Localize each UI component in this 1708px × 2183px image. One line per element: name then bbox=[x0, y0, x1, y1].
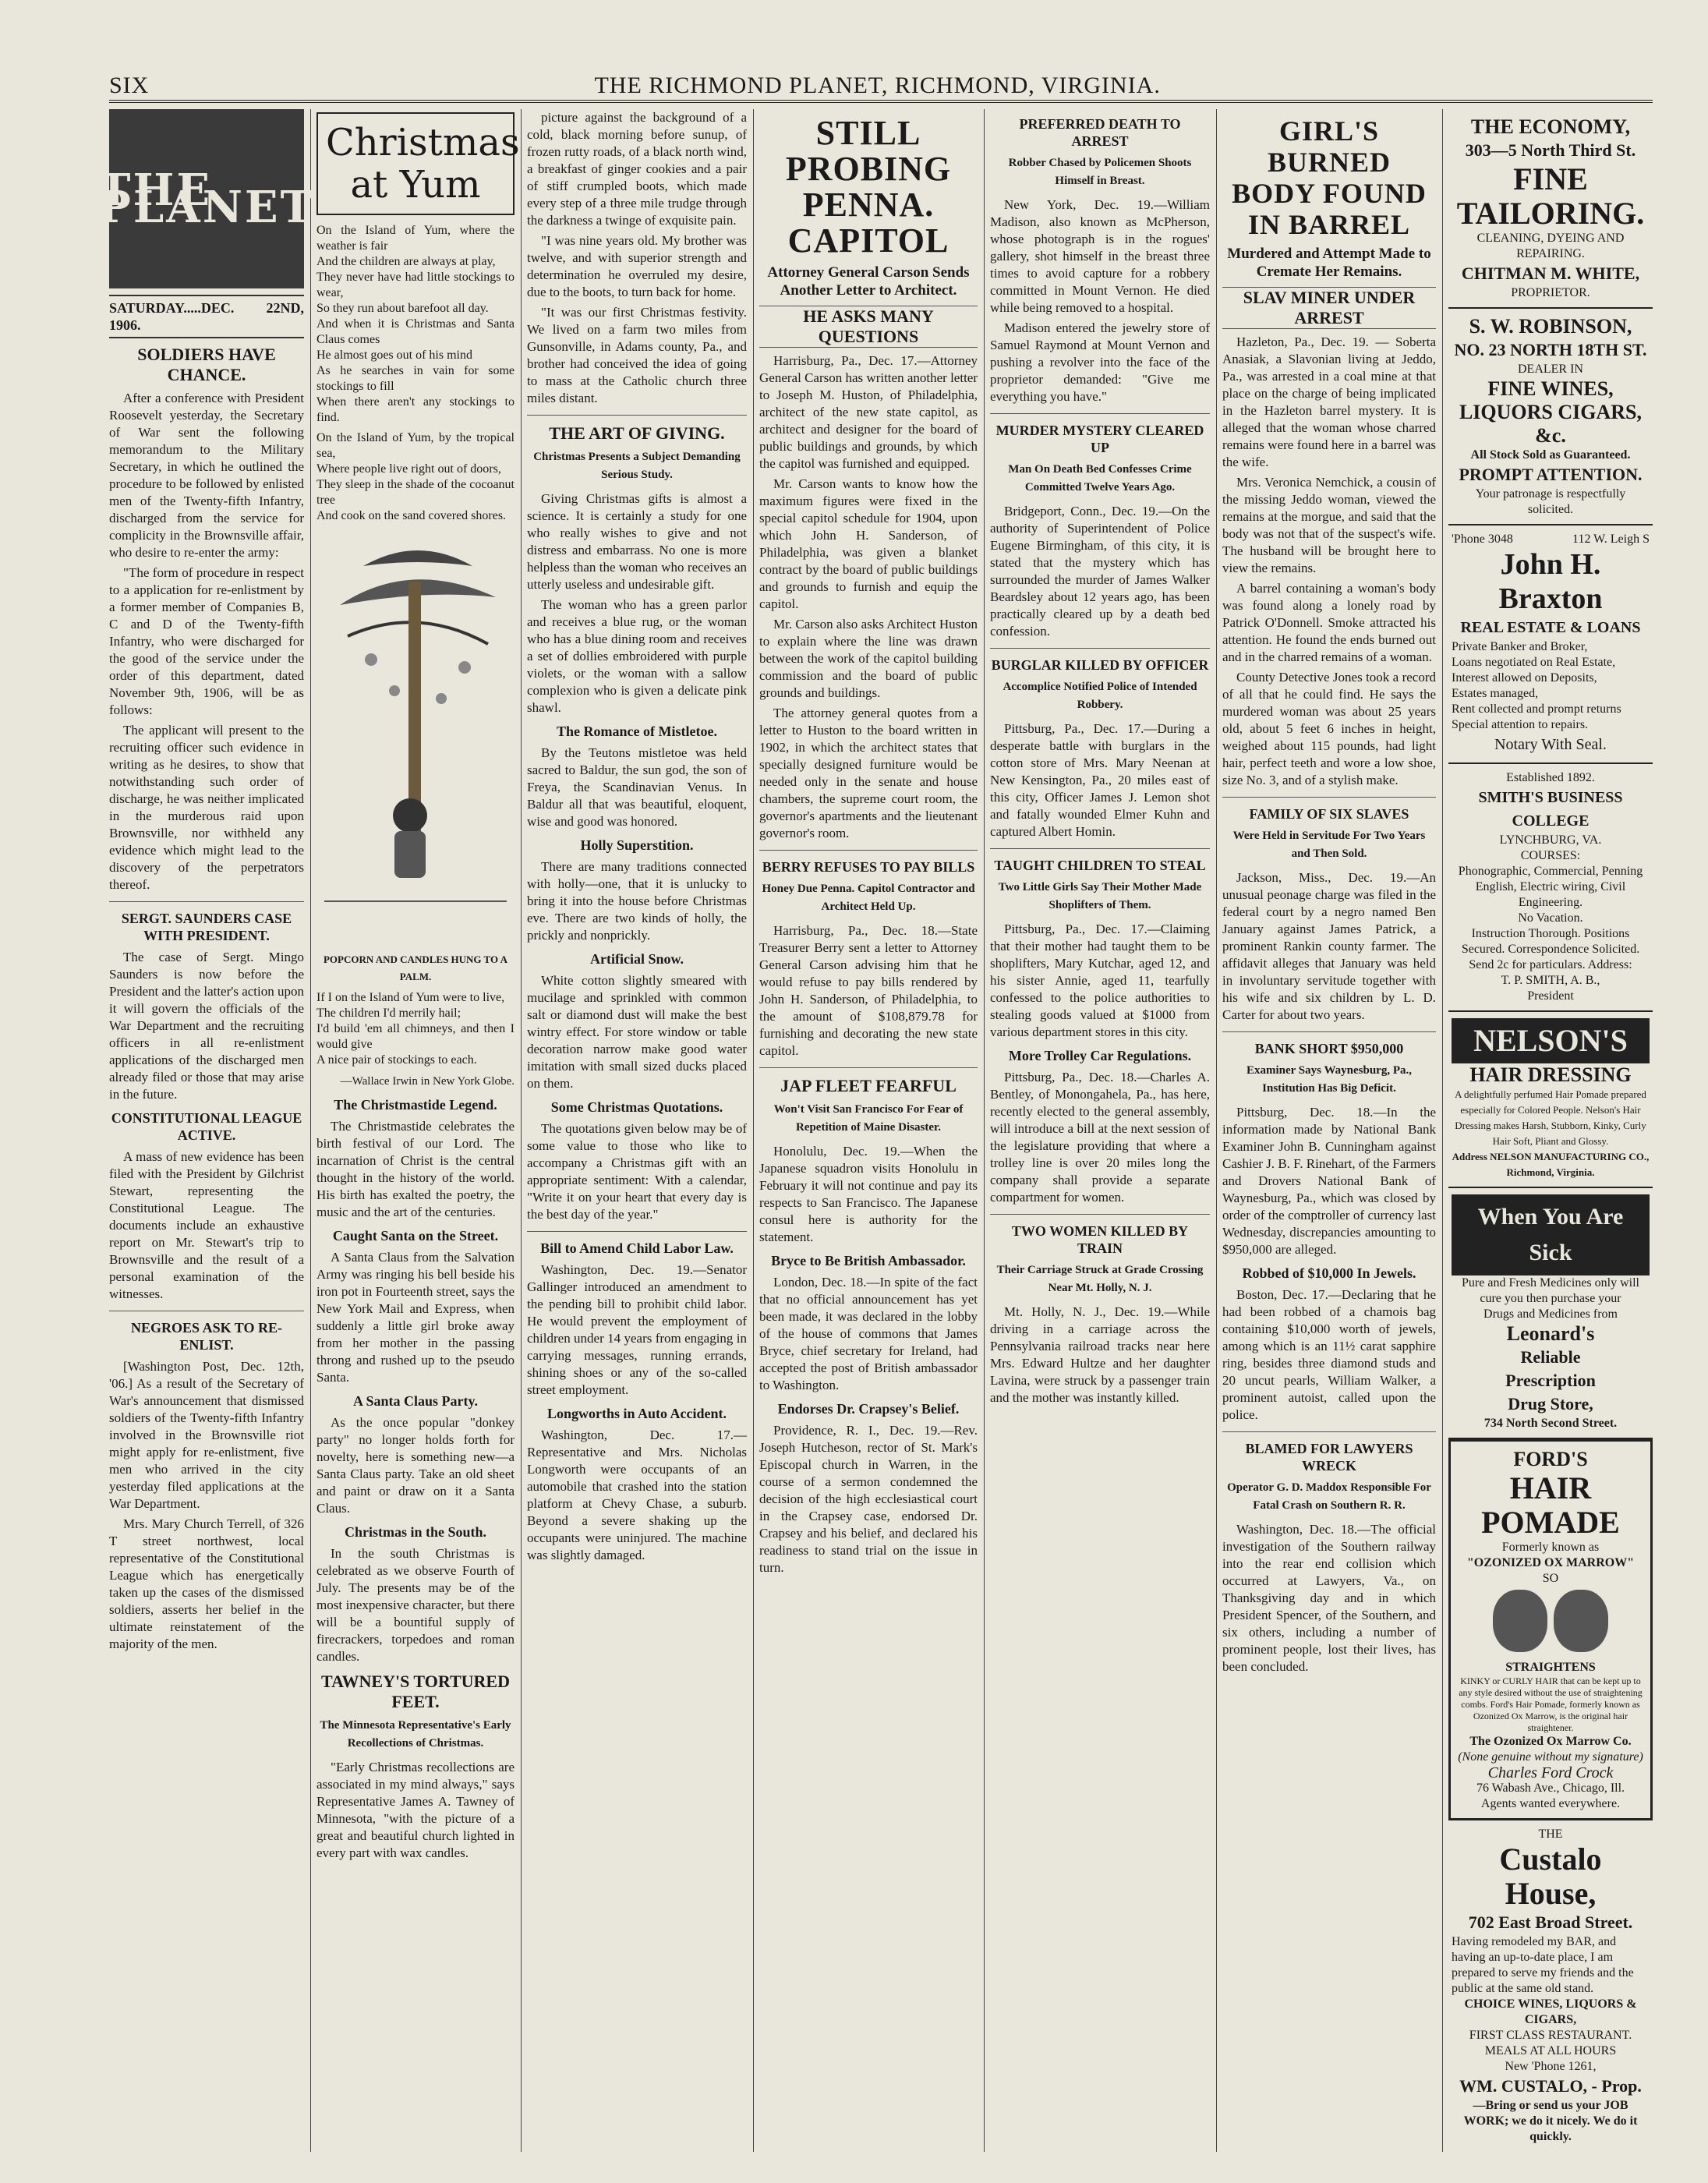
article-paragraph: The attorney general quotes from a letter to Huston to the board written in 1902, in which the architect states that specially designed furniture would be needed only in the senate and house chambers, the supreme court room, the governor's apartments and the lieutenant governor's room. bbox=[759, 706, 978, 840]
portraits bbox=[1454, 1587, 1647, 1660]
article-paragraph: London, Dec. 18.—In spite of the fact that no official announcement has yet been made, it was declared in the lobby of the house of commons that James Bryce, chief secretary for Ireland, had accepted the post of British ambassador to Washington. bbox=[759, 1275, 978, 1392]
subheadline: Attorney General Carson Sends Another Letter to Architect. bbox=[767, 264, 970, 299]
ad-economy: THE ECONOMY, 303—5 North Third St. FINE TAILORING. CLEANING, DYEING AND REPAIRING. CHITMAN M. WHITE, PROPRIETOR. bbox=[1448, 109, 1653, 309]
headline: More Trolley Car Regulations. bbox=[1008, 1048, 1192, 1063]
article-paragraph: Pittsburg, Pa., Dec. 18.—Charles A. Bentley, of Monongahela, Pa., has here, recently elected to the general assembly, will introduce a bill at the next session of the legislature providing that where a trolley line is over 20 miles long the company shall provide a separate compartment for women. bbox=[990, 1070, 1210, 1205]
ad-nelson-hair: NELSON'S HAIR DRESSING A delightfully perfumed Hair Pomade prepared especially for Colored People. Nelson's Hair Dressing makes Harsh, Stubborn, Kinky, Curly Hair Soft, Pliant and Glossy. Address NELSON MANUFACTURING CO., Richmond, Virginia. bbox=[1448, 1012, 1653, 1188]
poem-stanza-1: On the Island of Yum, where the weather is fair And the children are always at play, They never have had little stockings to wear, So they run about barefoot all day. And when it is Christmas and Santa Claus comes He almost goes out of his mind As he searches in vain for some stockings to fill When there aren't any stockings to find. bbox=[316, 224, 515, 424]
article-paragraph: Washington, Dec. 17.—Representative and Mrs. Nicholas Longworth were occupants of an automobile that crashed into the station platform at Chevy Chase, a suburb. Beyond a severe shaking up the occupants were uninjured. The machine was slightly damaged. bbox=[527, 1428, 747, 1562]
article-paragraph: After a conference with President Roosevelt yesterday, the Secretary of War sent the following memorandum to the Military Secretary, in which he outlined the procedure to be followed by enlisted men of the Twenty-fifth Infantry, discharged from the service for complicity in the Brownsville affair, who desire to re-enter the army: bbox=[109, 391, 304, 560]
headline: Christmas in the South. bbox=[344, 1524, 487, 1540]
article-paragraph: New York, Dec. 19.—William Madison, also known as McPherson, whose photograph is in the rogues' gallery, shot himself in the breast three times to avoid capture for a robbery committed in Mount Vernon. He died while being removed to a hospital. bbox=[990, 197, 1210, 315]
article-paragraph: The Christmastide celebrates the birth festival of our Lord. The incarnation of Christ is the central thought in the history of the world. His birth has exalted the poetry, the music and the art of the centuries. bbox=[316, 1119, 515, 1219]
article-paragraph: A mass of new evidence has been filed with the President by Gilchrist Stewart, representing the Constitutional League. The documents include an exhaustive report on Mr. Stewart's trip to Brownsville and the result of a personal examination of the witnesses. bbox=[109, 1149, 304, 1301]
article-paragraph: The woman who has a green parlor and receives a blue rug, or the woman who has a blue dining room and receives a set of dollies embroidered with purple violets, or the woman with a sallow complexion who is given a delicate pink shawl. bbox=[527, 597, 747, 715]
article-paragraph: County Detective Jones took a record of all that he could find. He says the murdered woman was about 25 years old, about 5 feet 6 inches in height, weighed about 115 pounds, had light hair, perfect teeth and wore a low shoe, size No. 3, and of a stylish make. bbox=[1222, 670, 1436, 787]
ad-robinson: S. W. ROBINSON, NO. 23 NORTH 18TH ST. DEALER IN FINE WINES, LIQUORS CIGARS, &c. All Stock Sold as Guaranteed. PROMPT ATTENTION. Your patronage is respectfully solicited. bbox=[1448, 309, 1653, 525]
article-paragraph: Providence, R. I., Dec. 19.—Rev. Joseph Hutcheson, rector of St. Mark's Episcopal church in Warren, in the course of a sermon condemned the decision of the high ecclesiastical court in the Crapsey case, endorsed Dr. Crapsey and his belief, and declared his readiness to stand trial on the issue in turn. bbox=[759, 1423, 978, 1575]
article-paragraph: "It was our first Christmas festivity. We lived on a farm two miles from Gunsonville, in Adams county, Pa., and brother had conceived the idea of going to mass at the Catholic church three miles distant. bbox=[527, 305, 747, 405]
headline: Robbed of $10,000 In Jewels. bbox=[1242, 1265, 1416, 1281]
column-6 bbox=[1222, 109, 1436, 2152]
article-paragraph: Madison entered the jewelry store of Samuel Raymond at Mount Vernon and pushing a revolver into the face of the proprietor demanded: "Give me everything you have." bbox=[990, 320, 1210, 404]
article-paragraph: The case of Sergt. Mingo Saunders is now before the President and the latter's action upon it will govern the officials of the War Department and the recruiting officers in all re-enlistment applications of the discharged men already filed or those that may arise in the future. bbox=[109, 950, 304, 1102]
subheadline: Murdered and Attempt Made to Cremate Her Remains. bbox=[1227, 246, 1431, 280]
article-paragraph: In the south Christmas is celebrated as we observe Fourth of July. The presents may be of the most inexpensive character, but there will be a bountiful supply of firecrackers, torpedoes and roman candles. bbox=[316, 1546, 515, 1664]
poem-stanza-2: On the Island of Yum, by the tropical sea, Where people live right out of doors, They sleep in the shade of the cocoanut tree And cook on the sand covered shores. bbox=[316, 431, 515, 522]
subheadline: Christmas Presents a Subject Demanding Serious Study. bbox=[533, 451, 741, 481]
article-paragraph: Honolulu, Dec. 19.—When the Japanese squadron visits Honolulu in February it will not continue and pay its respects to San Francisco. The Japanese consul here is authority for the statement. bbox=[759, 1144, 978, 1244]
paper-title: THE RICHMOND PLANET, RICHMOND, VIRGINIA. bbox=[594, 73, 1161, 98]
article-paragraph: Giving Christmas gifts is almost a science. It is certainly a study for one who really wishes to give and not distress and embarrass. No one is more helpless than the woman who receives an utterly useless and undesirable gift. bbox=[527, 491, 747, 592]
main-headline: STILL PROBING PENNA. CAPITOL bbox=[785, 114, 952, 260]
headline: The Christmastide Legend. bbox=[334, 1097, 497, 1113]
headline: BERRY REFUSES TO PAY BILLS bbox=[762, 859, 975, 875]
headline: MURDER MYSTERY CLEARED UP bbox=[995, 423, 1204, 455]
main-headline: GIRL'S BURNED BODY FOUND IN BARREL bbox=[1232, 115, 1427, 240]
issue-dateline: SATURDAY.....DEC. 22ND, 1906. bbox=[109, 295, 304, 338]
article-paragraph: Harrisburg, Pa., Dec. 17.—Attorney General Carson has written another letter to Joseph M. Huston, of Philadelphia, architect of the new state capitol, as architect and designer for the board of public buildings and grounds, by which the capitol was furnished and equipped. bbox=[759, 353, 978, 471]
article-paragraph: "The form of procedure in respect to a application for re-enlistment by a former member of Companies B, C and D of the Twenty-fifth Infantry, who were discharged for the good of the service under the order of this department, dated November 9th, 1906, will be as follows: bbox=[109, 565, 304, 717]
headline: A Santa Claus Party. bbox=[352, 1393, 479, 1409]
subheadline: Operator G. D. Maddox Responsible For Fatal Crash on Southern R. R. bbox=[1227, 1481, 1431, 1512]
headline: Caught Santa on the Street. bbox=[332, 1228, 499, 1244]
article-paragraph: Harrisburg, Pa., Dec. 18.—State Treasurer Berry sent a letter to Attorney General Carson advising him that he would refuse to pay bills rendered by John H. Sanderson, of Philadelphia, to the amount of $108,879.78 for furnishing and decorating the new state capitol. bbox=[759, 923, 978, 1058]
column-4 bbox=[759, 109, 978, 2152]
headline: JAP FLEET FEARFUL bbox=[780, 1076, 957, 1095]
headline: SOLDIERS HAVE CHANCE. bbox=[137, 345, 276, 384]
article-paragraph: There are many traditions connected with holly—one, that it is unlucky to bring it into the house before Christmas eve. There are two kinds of holly, the prickly and nonprickly. bbox=[527, 859, 747, 943]
headline: HE ASKS MANY QUESTIONS bbox=[759, 306, 978, 348]
subheadline: Examiner Says Waynesburg, Pa., Institution Has Big Deficit. bbox=[1247, 1064, 1412, 1095]
poem-stanza-3: If I on the Island of Yum were to live, The children I'd merrily hail; I'd build 'em all chimneys, and then I would give A nice pair of stockings to each. bbox=[316, 991, 515, 1067]
headline: FAMILY OF SIX SLAVES bbox=[1249, 806, 1409, 822]
column-3 bbox=[527, 109, 747, 2152]
headline: THE ART OF GIVING. bbox=[549, 423, 725, 443]
illustration-caption: POPCORN AND CANDLES HUNG TO A PALM. bbox=[323, 954, 508, 982]
article-paragraph: Mrs. Mary Church Terrell, of 326 T street northwest, local representative of the Constitutional League which has energetically taken up the cases of the dismissed soldiers, asserts her belief in the ultimate reinstatement of the majority of the men. bbox=[109, 1516, 304, 1651]
article-paragraph: Pittsburg, Dec. 18.—In the information made by National Bank Examiner John B. Cunningham against Cashier J. B. F. Rinehart, of the Farmers and Drovers National Bank of Waynesburg, Pa., which was closed by order of the comptroller of currency last Wednesday, discrepancies amounting to $950,000 are alleged. bbox=[1222, 1105, 1436, 1257]
article-paragraph: Pittsburg, Pa., Dec. 17.—Claiming that their mother had taught them to be shoplifters, Mary Kutchar, aged 12, and his sister Annie, aged 11, tearfully confessed to the police authorities to stealing goods valued at $1000 from various department stores in this city. bbox=[990, 922, 1210, 1039]
article-paragraph: [Washington Post, Dec. 12th, '06.] As a result of the Secretary of War's announcement that dismissed soldiers of the Twenty-fifth Infantry involved in the Brownsville riot might apply for re-enlistment, five men who arrived in the city yesterday filed applications at the War Department. bbox=[109, 1359, 304, 1511]
ad-custalo-house: THE Custalo House, 702 East Broad Street. Having remodeled my BAR, and having an up-to-date place, I am prepared to serve my friends and the public at the same old stand. CHOICE WINES, LIQUORS & CIGARS, FIRST CLASS RESTAURANT. MEALS AT ALL HOURS New 'Phone 1261, WM. CUSTALO, - Prop. —Bring or send us your JOB WORK; we do it nicely. We do it quickly. bbox=[1452, 1827, 1642, 2143]
subheadline: Honey Due Penna. Capitol Contractor and Architect Held Up. bbox=[762, 883, 975, 913]
article-paragraph: Boston, Dec. 17.—Declaring that he had been robbed of a chamois bag containing $10,000 worth of jewels, among which is an 11½ carat sapphire ring, besides three diamond studs and 20 uncut pearls, William Walker, a prominent autoist, called upon the police. bbox=[1222, 1287, 1436, 1422]
headline: BANK SHORT $950,000 bbox=[1254, 1041, 1404, 1056]
article-paragraph: Jackson, Miss., Dec. 19.—An unusual peonage charge was filed in the federal court by a negro named Ben January against James Patrick, a prominent Rankin county farmer. The affidavit alleges that January was held in involuntary servitude together with his wife and six children by L. D. Carter for about two years. bbox=[1222, 870, 1436, 1022]
subheadline: Their Carriage Struck at Grade Crossing Near Mt. Holly, N. J. bbox=[996, 1264, 1204, 1294]
article-paragraph: Hazleton, Pa., Dec. 19. — Soberta Anasiak, a Slavonian living at Jeddo, Pa., was arrested in a coal mine at that place on the charge of being implicated in the Hazleton barrel mystery. It is alleged that the woman whose charred remains were found here in a barrel was the wife. bbox=[1222, 334, 1436, 469]
headline: TAWNEY'S TORTURED FEET. bbox=[321, 1672, 510, 1711]
headline: TAUGHT CHILDREN TO STEAL bbox=[994, 858, 1206, 873]
page-number: SIX bbox=[109, 73, 150, 98]
article-paragraph: "I was nine years old. My brother was twelve, and with superior strength and determination he overruled my desire, due to the boots, to turn back for home. bbox=[527, 233, 747, 299]
article-paragraph: Mt. Holly, N. J., Dec. 19.—While driving in a carriage across the Pennsylvania railroad tracks near here Mrs. Edward Hultze and her daughter Lavina, were struck by a passenger train and the mother was instantly killed. bbox=[990, 1304, 1210, 1405]
headline: The Romance of Mistletoe. bbox=[557, 724, 717, 739]
article-paragraph: Bridgeport, Conn., Dec. 19.—On the authority of Superintendent of Police Eugene Birmingham, of this city, it is stated that the mystery which has surrounded the murder of James Walker Beardsley about 12 years ago, has been practically cleared up by a death bed confession. bbox=[990, 504, 1210, 639]
article-paragraph: picture against the background of a cold, black morning before sunup, of frozen rutty roads, of a black north wind, a breakfast of ginger cookies and a pair of stiff crumpled boots, which made every step of a three mile trudge through the darkness a twinge of exquisite pain. bbox=[527, 110, 747, 228]
article-paragraph: Pittsburg, Pa., Dec. 17.—During a desperate battle with burglars in the cotton store of Mrs. Mary Neenan at New Kensington, Pa., 20 miles east of this city, Officer James J. Lemon shot and fatally wounded Elmer Kuhn and captured Albert Homin. bbox=[990, 721, 1210, 839]
article-paragraph: Mrs. Veronica Nemchick, a cousin of the missing Jeddo woman, viewed the remains at the morgue, and said that the body was not that of the suspect's wife. The husband will be brought here to view the remains. bbox=[1222, 475, 1436, 575]
article-paragraph: The applicant will present to the recruiting officer such evidence in writing as he desires, to show that notwithstanding such order of discharge, he was neither implicated in the murderous raid upon Brownsville, nor withheld any evidence which might lead to the discovery of the perpetrators thereof. bbox=[109, 723, 304, 892]
headline: Bill to Amend Child Labor Law. bbox=[540, 1240, 734, 1256]
article-paragraph: Mr. Carson wants to know how the maximum figures were fixed in the special capitol schedule for 1904, upon which John H. Sanderson, of Philadelphia, was given a blanket contract by the board of public buildings and grounds to furnish and equip the capitol. bbox=[759, 476, 978, 611]
headline: TWO WOMEN KILLED BY TRAIN bbox=[1011, 1223, 1189, 1256]
article-paragraph: The quotations given below may be of some value to those who like to accompany a Christmas gift with an appropriate sentiment: With a calendar, "Write it on your heart that every day is the best day of the year." bbox=[527, 1121, 747, 1222]
column-2 bbox=[316, 109, 520, 2152]
ad-leonard-drugs: When You Are Sick Pure and Fresh Medicines only will cure you then purchase your Drugs and Medicines from Leonard's Reliable Prescription Drug Store, 734 North Second Street. bbox=[1448, 1188, 1653, 1439]
article-paragraph: Washington, Dec. 18.—The official investigation of the Southern railway into the rear end collision which occurred at Lawyers, Va., on Thanksgiving day and in which President Spencer, of the Southern, and six others, including a number of prominent people, lost their lives, has been concluded. bbox=[1222, 1522, 1436, 1674]
ad-braxton: 'Phone 3048 112 W. Leigh S John H. Braxton REAL ESTATE & LOANS Private Banker and Broker, Loans negotiated on Real Estate, Interest allowed on Deposits, Estates managed, Rent collected and prompt returns Special attention to repairs. Notary With Seal. bbox=[1448, 525, 1653, 764]
headline: Endorses Dr. Crapsey's Belief. bbox=[777, 1401, 960, 1417]
palm-tree-illustration bbox=[316, 535, 515, 940]
masthead bbox=[109, 72, 1653, 103]
subheadline: Robber Chased by Policemen Shoots Himself in Breast. bbox=[1008, 157, 1192, 187]
headline: Artificial Snow. bbox=[590, 951, 684, 967]
subheadline: The Minnesota Representative's Early Recollections of Christmas. bbox=[320, 1719, 511, 1750]
article-paragraph: Mr. Carson also asks Architect Huston to explain where the line was drawn between the work of the capitol building commission and the board of public grounds and buildings. bbox=[759, 617, 978, 700]
headline: SERGT. SAUNDERS CASE WITH PRESIDENT. bbox=[121, 911, 292, 943]
column-5 bbox=[990, 109, 1210, 2152]
article-paragraph: Washington, Dec. 19.—Senator Gallinger introduced an amendment to the pending bill to prohibit child labor. He would prevent the employment of children under 14 years from engaging in carrying messages, running errands, shining shoes or any of the so-called street employment. bbox=[527, 1262, 747, 1397]
subheadline: Accomplice Notified Police of Intended Robbery. bbox=[1003, 681, 1197, 711]
headline: Longworths in Auto Accident. bbox=[546, 1406, 727, 1421]
poem-title: Christmas at Yum bbox=[326, 121, 520, 207]
ad-ford-pomade: FORD'S HAIR POMADE Formerly known as "OZONIZED OX MARROW" SO STRAIGHTENS KINKY or CURLY HAIR that can be kept up to any style desired without the use of straightening combs. Ford's Hair Pomade, formerly known as Ozonized Ox Marrow, is the original hair straightener. The Ozonized Ox Marrow Co. (None genuine without my signature) Charles Ford Crock 76 Wabash Ave., Chicago, Ill. Agents wanted everywhere. bbox=[1448, 1439, 1653, 1820]
article-paragraph: A barrel containing a woman's body was found along a lonely road by Patrick O'Donnell. Smoke attracted his attention. He found the ends burned out and in the charred remains of a woman. bbox=[1222, 581, 1436, 664]
headline: BLAMED FOR LAWYERS WRECK bbox=[1245, 1441, 1413, 1474]
poem-title-box bbox=[316, 112, 520, 215]
article-paragraph: White cotton slightly smeared with mucilage and sprinkled with common salt or diamond dust will make the best wintry effect. For store window or table decoration narrow make good water imitation with small sized ducks placed on them. bbox=[527, 973, 747, 1091]
subheadline: Two Little Girls Say Their Mother Made Shoplifters of Them. bbox=[998, 881, 1202, 911]
article-paragraph: As the once popular "donkey party" no longer holds forth for novelty, here is something new—a Santa Claus party. Take an old sheet and paint or draw on it a Santa Claus. bbox=[316, 1415, 515, 1516]
article-paragraph: "Early Christmas recollections are associated in my mind always," says Representative James A. Tawney of Minnesota, "with the picture of a great and beautiful church lighted in every part with wax candles. bbox=[316, 1760, 515, 1860]
subheadline: Man On Death Bed Confesses Crime Committed Twelve Years Ago. bbox=[1008, 463, 1192, 494]
poem-credit: —Wallace Irwin in New York Globe. bbox=[340, 1075, 515, 1088]
ad-smith-college: Established 1892. SMITH'S BUSINESS COLLEGE LYNCHBURG, VA. COURSES: Phonographic, Commercial, Penning English, Electric wiring, Civil Engineering. No Vacation. Instruction Thorough. Positions Secured. Correspondence Solicited. Send 2c for particulars. Address: T. P. SMITH, A. B., President bbox=[1448, 764, 1653, 1012]
article-paragraph: By the Teutons mistletoe was held sacred to Baldur, the sun god, the son of Freya, the Scandinavian Venus. In Baldur all that was beautiful, eloquent, wise and good was honored. bbox=[527, 745, 747, 829]
planet-logo: THE PLANET bbox=[109, 109, 304, 288]
headline: Bryce to Be British Ambassador. bbox=[771, 1253, 966, 1268]
headline: CONSTITUTIONAL LEAGUE ACTIVE. bbox=[111, 1110, 302, 1143]
subheadline: Won't Visit San Francisco For Fear of Repetition of Maine Disaster. bbox=[773, 1103, 964, 1134]
headline: Some Christmas Quotations. bbox=[550, 1099, 723, 1115]
headline: BURGLAR KILLED BY OFFICER bbox=[991, 657, 1209, 673]
headline: Holly Superstition. bbox=[580, 837, 694, 853]
headline: NEGROES ASK TO RE-ENLIST. bbox=[131, 1320, 282, 1353]
headline: SLAV MINER UNDER ARREST bbox=[1222, 287, 1436, 329]
headline: PREFERRED DEATH TO ARREST bbox=[1019, 116, 1181, 149]
subheadline: Were Held in Servitude For Two Years and Then Sold. bbox=[1232, 830, 1426, 860]
column-1 bbox=[97, 109, 316, 2152]
advertisements-column bbox=[1448, 109, 1653, 2152]
article-paragraph: A Santa Claus from the Salvation Army was ringing his bell beside his iron pot in Fourteenth street, says the New York Mail and Express, when suddenly a little girl broke away from her mother in the passing throng and rushed up to the pseudo Santa. bbox=[316, 1250, 515, 1385]
